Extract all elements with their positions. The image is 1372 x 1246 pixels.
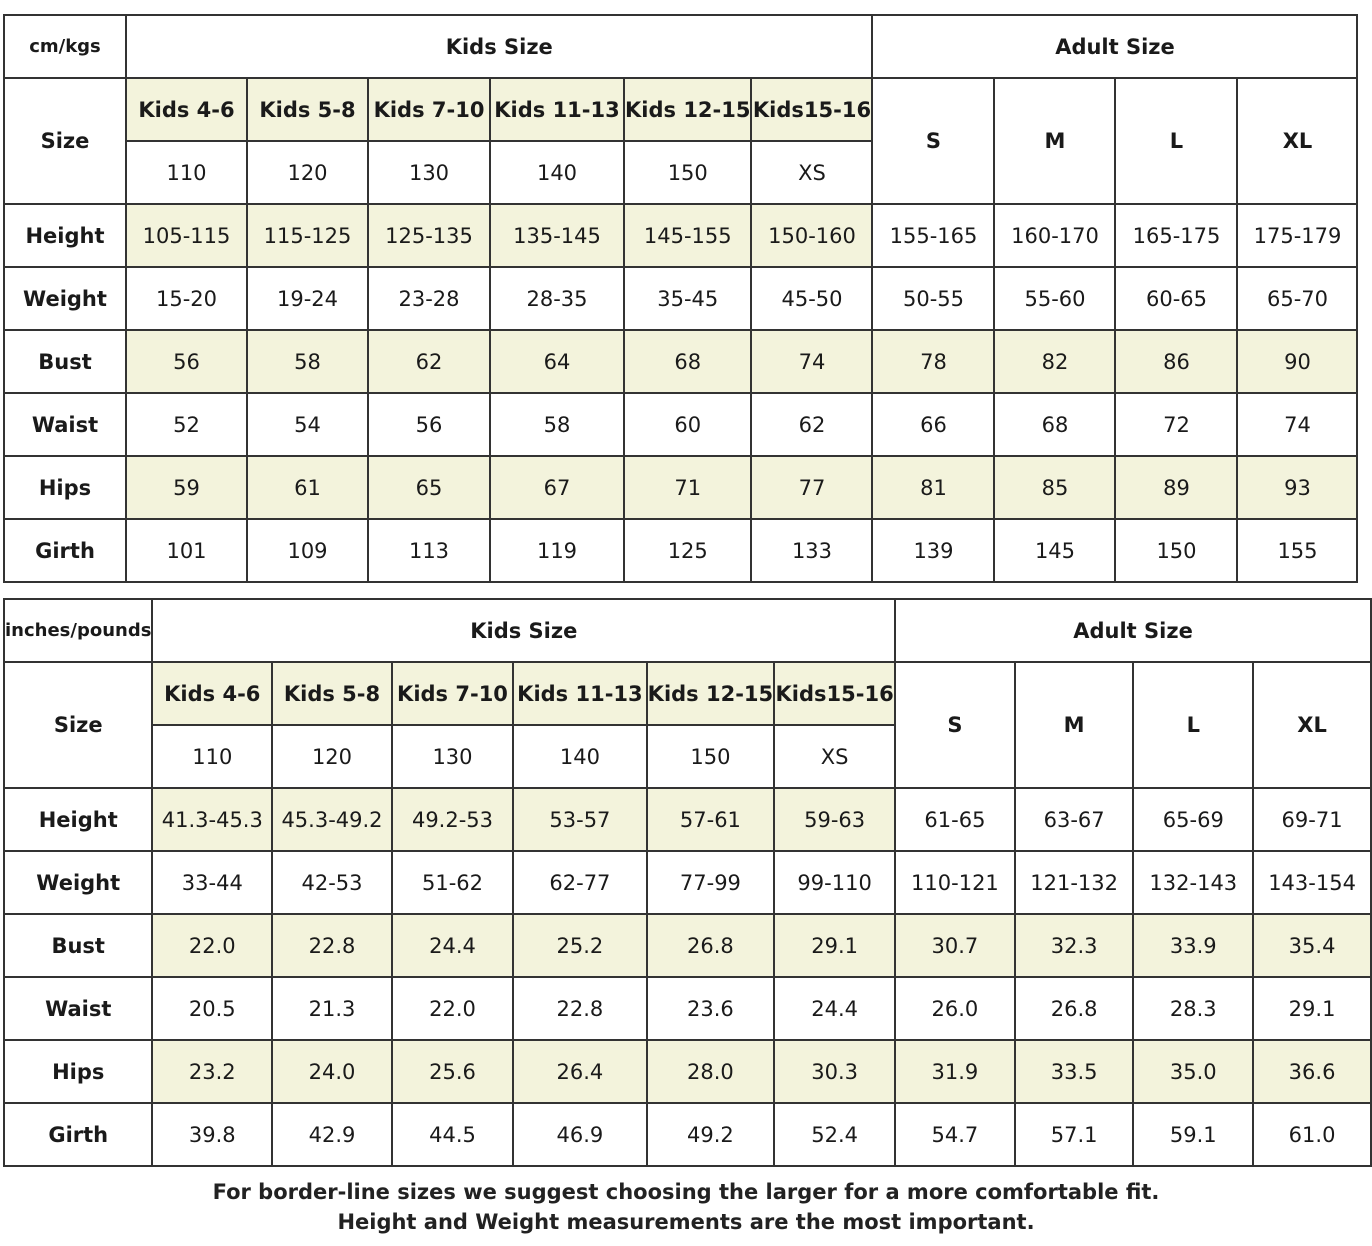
measurement-value: 35-45 — [624, 267, 751, 330]
measurement-value: 54 — [247, 393, 368, 456]
measurement-value: 60-65 — [1115, 267, 1237, 330]
measurement-value: 59-63 — [774, 788, 895, 851]
adult-size-header: Adult Size — [872, 15, 1357, 78]
measurement-value: 110-121 — [895, 851, 1015, 914]
size-row-label: Size — [4, 78, 126, 204]
kids-size-name: Kids 12-15 — [624, 78, 751, 141]
kids-size-name: Kids 5-8 — [272, 662, 392, 725]
measurement-value: 74 — [1237, 393, 1357, 456]
measurement-value: 68 — [624, 330, 751, 393]
measurement-importance-note: Height and Weight measurements are the most important. — [337, 1210, 1035, 1234]
measurement-value: 22.0 — [152, 914, 272, 977]
measurement-value: 45.3-49.2 — [272, 788, 392, 851]
kids-size-header: Kids Size — [152, 599, 895, 662]
measurement-value: 15-20 — [126, 267, 247, 330]
measurement-value: 28-35 — [490, 267, 624, 330]
measurement-value: 150-160 — [751, 204, 872, 267]
kids-size-name: Kids 7-10 — [368, 78, 490, 141]
measurement-value: 78 — [872, 330, 994, 393]
measurement-value: 49.2 — [647, 1103, 774, 1166]
measurement-value: 19-24 — [247, 267, 368, 330]
measurement-value: 33-44 — [152, 851, 272, 914]
kids-size-number: 130 — [368, 141, 490, 204]
measurement-value: 50-55 — [872, 267, 994, 330]
measurement-value: 143-154 — [1253, 851, 1371, 914]
adult-size-name: S — [895, 662, 1015, 788]
measurement-value: 62 — [368, 330, 490, 393]
measurement-row — [4, 456, 1357, 519]
adult-size-header: Adult Size — [895, 599, 1371, 662]
measurement-value: 21.3 — [272, 977, 392, 1040]
measurement-value: 60 — [624, 393, 751, 456]
measurement-value: 41.3-45.3 — [152, 788, 272, 851]
measurement-row — [4, 1040, 1371, 1103]
measurement-value: 99-110 — [774, 851, 895, 914]
measurement-value: 26.0 — [895, 977, 1015, 1040]
kids-size-number: 150 — [647, 725, 774, 788]
measurement-row — [4, 914, 1371, 977]
measurement-value: 45-50 — [751, 267, 872, 330]
measurement-value: 69-71 — [1253, 788, 1371, 851]
kids-size-number: 130 — [392, 725, 513, 788]
kids-size-name: Kids 11-13 — [513, 662, 647, 725]
measurement-value: 30.3 — [774, 1040, 895, 1103]
measurement-value: 28.3 — [1133, 977, 1253, 1040]
measurement-value: 119 — [490, 519, 624, 582]
measurement-value: 67 — [490, 456, 624, 519]
measurement-value: 59.1 — [1133, 1103, 1253, 1166]
measurement-row — [4, 788, 1371, 851]
size-chart-imperial — [3, 598, 1372, 1167]
measurement-value: 165-175 — [1115, 204, 1237, 267]
adult-size-name: XL — [1253, 662, 1371, 788]
kids-size-name: Kids 5-8 — [247, 78, 368, 141]
measurement-label: Girth — [4, 519, 126, 582]
measurement-value: 61.0 — [1253, 1103, 1371, 1166]
measurement-value: 49.2-53 — [392, 788, 513, 851]
measurement-value: 135-145 — [490, 204, 624, 267]
size-row-label: Size — [4, 662, 152, 788]
measurement-value: 81 — [872, 456, 994, 519]
measurement-label: Bust — [4, 330, 126, 393]
measurement-label: Hips — [4, 456, 126, 519]
measurement-value: 26.8 — [647, 914, 774, 977]
measurement-value: 57.1 — [1015, 1103, 1134, 1166]
measurement-value: 46.9 — [513, 1103, 647, 1166]
measurement-row — [4, 204, 1357, 267]
measurement-value: 24.4 — [392, 914, 513, 977]
adult-size-name: XL — [1237, 78, 1357, 204]
measurement-value: 54.7 — [895, 1103, 1015, 1166]
measurement-value: 35.0 — [1133, 1040, 1253, 1103]
measurement-value: 53-57 — [513, 788, 647, 851]
measurement-value: 25.6 — [392, 1040, 513, 1103]
measurement-row — [4, 330, 1357, 393]
measurement-value: 64 — [490, 330, 624, 393]
measurement-label: Waist — [4, 393, 126, 456]
measurement-value: 56 — [126, 330, 247, 393]
measurement-value: 24.0 — [272, 1040, 392, 1103]
measurement-value: 62-77 — [513, 851, 647, 914]
measurement-label: Waist — [4, 977, 152, 1040]
measurement-value: 23-28 — [368, 267, 490, 330]
measurement-value: 52 — [126, 393, 247, 456]
measurement-label: Hips — [4, 1040, 152, 1103]
measurement-value: 61-65 — [895, 788, 1015, 851]
measurement-value: 90 — [1237, 330, 1357, 393]
kids-size-name: Kids15-16 — [774, 662, 895, 725]
measurement-value: 22.8 — [513, 977, 647, 1040]
kids-size-number: XS — [751, 141, 872, 204]
measurement-value: 26.4 — [513, 1040, 647, 1103]
measurement-value: 22.0 — [392, 977, 513, 1040]
measurement-value: 55-60 — [994, 267, 1115, 330]
measurement-value: 28.0 — [647, 1040, 774, 1103]
measurement-value: 23.6 — [647, 977, 774, 1040]
measurement-value: 62 — [751, 393, 872, 456]
unit-label: inches/pounds — [4, 599, 152, 662]
measurement-value: 86 — [1115, 330, 1237, 393]
measurement-value: 20.5 — [152, 977, 272, 1040]
kids-size-header: Kids Size — [126, 15, 872, 78]
measurement-row — [4, 267, 1357, 330]
measurement-value: 39.8 — [152, 1103, 272, 1166]
measurement-value: 52.4 — [774, 1103, 895, 1166]
measurement-value: 155-165 — [872, 204, 994, 267]
size-advice-note: For border-line sizes we suggest choosing the larger for a more comfortable fit. — [212, 1180, 1160, 1204]
measurement-value: 109 — [247, 519, 368, 582]
measurement-value: 22.8 — [272, 914, 392, 977]
measurement-value: 155 — [1237, 519, 1357, 582]
measurement-label: Bust — [4, 914, 152, 977]
kids-size-number: XS — [774, 725, 895, 788]
measurement-row — [4, 519, 1357, 582]
kids-size-number: 110 — [152, 725, 272, 788]
kids-size-name: Kids 4-6 — [126, 78, 247, 141]
measurement-value: 51-62 — [392, 851, 513, 914]
unit-label: cm/kgs — [4, 15, 126, 78]
measurement-value: 36.6 — [1253, 1040, 1371, 1103]
measurement-label: Height — [4, 788, 152, 851]
measurement-value: 58 — [490, 393, 624, 456]
kids-size-number: 140 — [490, 141, 624, 204]
size-chart-metric — [3, 14, 1358, 583]
measurement-value: 29.1 — [1253, 977, 1371, 1040]
measurement-value: 57-61 — [647, 788, 774, 851]
measurement-value: 32.3 — [1015, 914, 1134, 977]
measurement-value: 30.7 — [895, 914, 1015, 977]
measurement-value: 44.5 — [392, 1103, 513, 1166]
measurement-value: 25.2 — [513, 914, 647, 977]
measurement-value: 61 — [247, 456, 368, 519]
measurement-value: 31.9 — [895, 1040, 1015, 1103]
kids-size-name: Kids 7-10 — [392, 662, 513, 725]
measurement-value: 42-53 — [272, 851, 392, 914]
kids-size-name: Kids 4-6 — [152, 662, 272, 725]
measurement-value: 33.5 — [1015, 1040, 1134, 1103]
kids-size-number: 140 — [513, 725, 647, 788]
measurement-value: 77-99 — [647, 851, 774, 914]
adult-size-name: M — [994, 78, 1115, 204]
measurement-value: 42.9 — [272, 1103, 392, 1166]
measurement-value: 132-143 — [1133, 851, 1253, 914]
measurement-value: 133 — [751, 519, 872, 582]
kids-size-number: 150 — [624, 141, 751, 204]
measurement-label: Weight — [4, 267, 126, 330]
measurement-value: 160-170 — [994, 204, 1115, 267]
measurement-value: 105-115 — [126, 204, 247, 267]
measurement-row — [4, 1103, 1371, 1166]
measurement-value: 125 — [624, 519, 751, 582]
measurement-value: 139 — [872, 519, 994, 582]
adult-size-name: M — [1015, 662, 1134, 788]
kids-size-name: Kids 12-15 — [647, 662, 774, 725]
measurement-row — [4, 393, 1357, 456]
measurement-value: 150 — [1115, 519, 1237, 582]
measurement-value: 23.2 — [152, 1040, 272, 1103]
measurement-row — [4, 977, 1371, 1040]
measurement-value: 175-179 — [1237, 204, 1357, 267]
measurement-value: 65-70 — [1237, 267, 1357, 330]
measurement-label: Weight — [4, 851, 152, 914]
measurement-value: 101 — [126, 519, 247, 582]
measurement-value: 59 — [126, 456, 247, 519]
measurement-value: 145 — [994, 519, 1115, 582]
measurement-value: 72 — [1115, 393, 1237, 456]
kids-size-number: 120 — [272, 725, 392, 788]
measurement-value: 71 — [624, 456, 751, 519]
measurement-value: 74 — [751, 330, 872, 393]
measurement-value: 65 — [368, 456, 490, 519]
kids-size-number: 120 — [247, 141, 368, 204]
measurement-row — [4, 851, 1371, 914]
measurement-value: 56 — [368, 393, 490, 456]
measurement-value: 68 — [994, 393, 1115, 456]
measurement-value: 113 — [368, 519, 490, 582]
measurement-value: 85 — [994, 456, 1115, 519]
measurement-value: 125-135 — [368, 204, 490, 267]
measurement-value: 65-69 — [1133, 788, 1253, 851]
measurement-value: 145-155 — [624, 204, 751, 267]
measurement-value: 115-125 — [247, 204, 368, 267]
measurement-value: 29.1 — [774, 914, 895, 977]
measurement-value: 63-67 — [1015, 788, 1134, 851]
measurement-value: 58 — [247, 330, 368, 393]
measurement-value: 82 — [994, 330, 1115, 393]
measurement-value: 24.4 — [774, 977, 895, 1040]
adult-size-name: L — [1115, 78, 1237, 204]
adult-size-name: S — [872, 78, 994, 204]
kids-size-name: Kids15-16 — [751, 78, 872, 141]
measurement-value: 93 — [1237, 456, 1357, 519]
measurement-value: 33.9 — [1133, 914, 1253, 977]
measurement-value: 66 — [872, 393, 994, 456]
kids-size-number: 110 — [126, 141, 247, 204]
kids-size-name: Kids 11-13 — [490, 78, 624, 141]
measurement-label: Height — [4, 204, 126, 267]
adult-size-name: L — [1133, 662, 1253, 788]
measurement-value: 26.8 — [1015, 977, 1134, 1040]
measurement-value: 77 — [751, 456, 872, 519]
measurement-value: 89 — [1115, 456, 1237, 519]
measurement-value: 35.4 — [1253, 914, 1371, 977]
measurement-label: Girth — [4, 1103, 152, 1166]
measurement-value: 121-132 — [1015, 851, 1134, 914]
